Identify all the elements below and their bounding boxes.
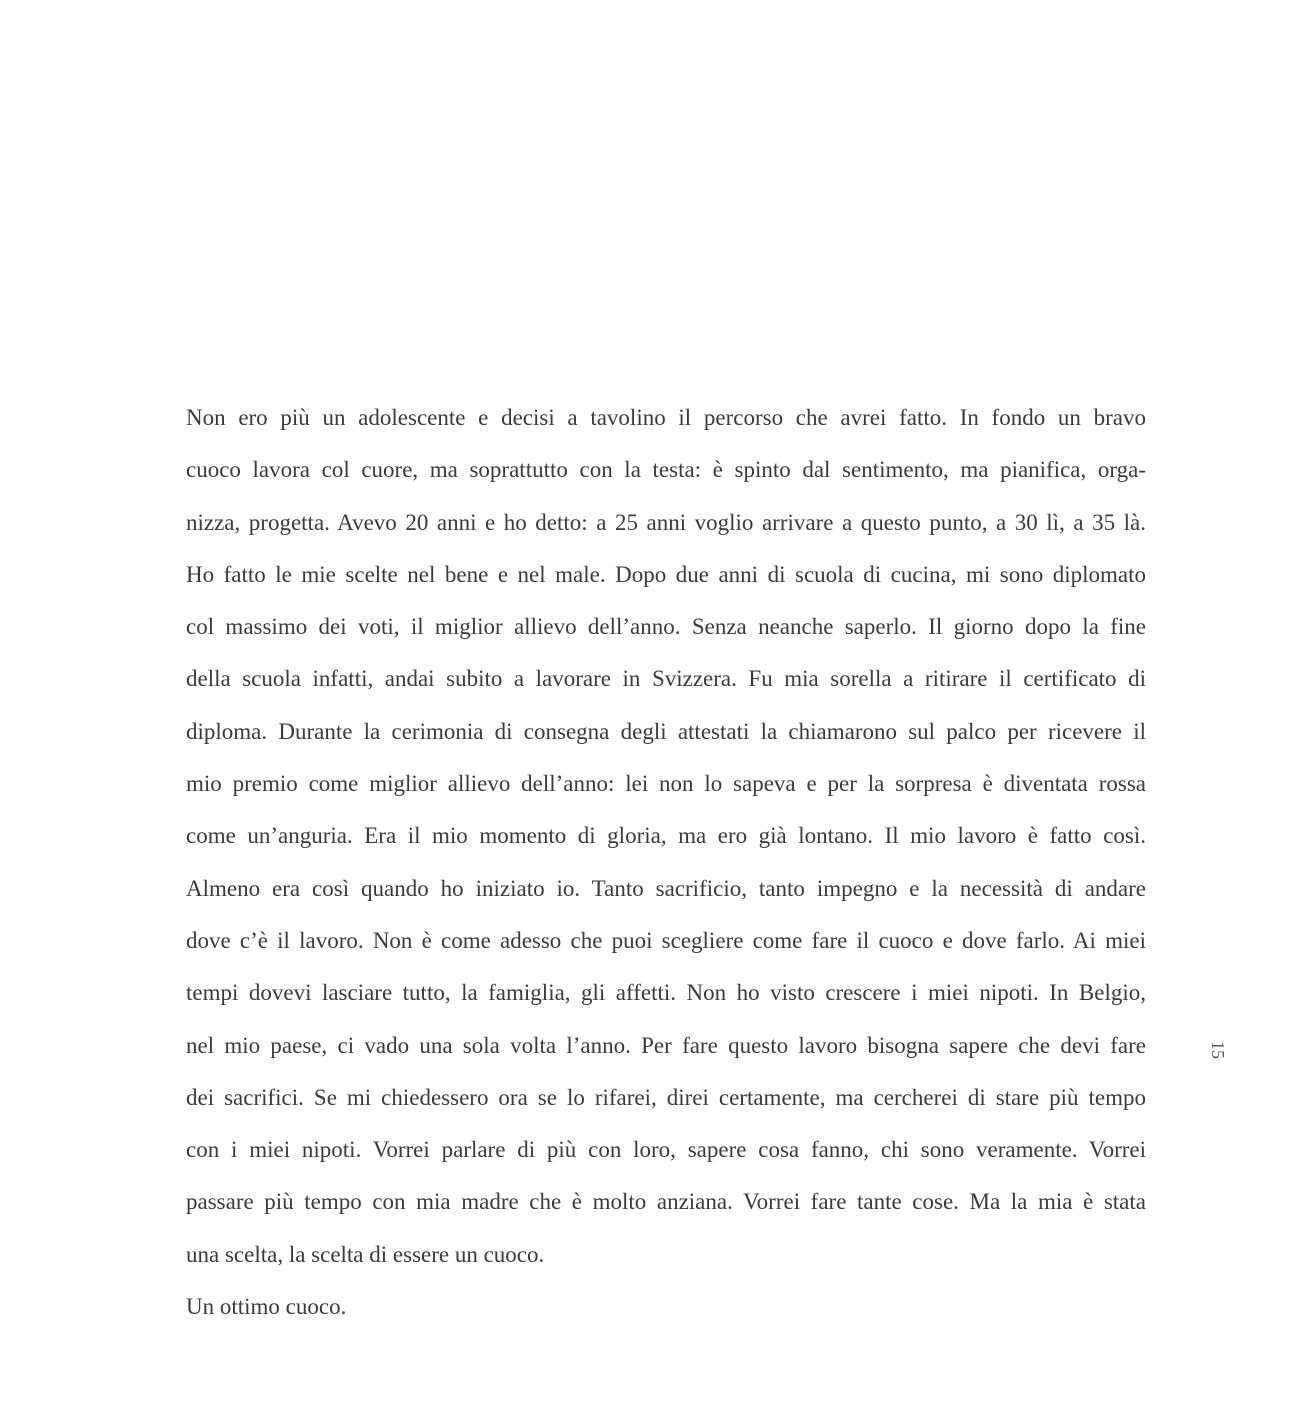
text-line: dei sacrifici. Se mi chiedessero ora se lo rifarei, direi certamente, ma cercherei di stare più tempo bbox=[186, 1084, 1146, 1110]
body-text bbox=[186, 392, 1146, 1333]
text-line: nel mio paese, ci vado una sola volta l’anno. Per fare questo lavoro bisogna sapere che devi fare bbox=[186, 1032, 1146, 1058]
text-line: nizza, progetta. Avevo 20 anni e ho detto: a 25 anni voglio arrivare a questo punto, a 30 lì, a 35 là. bbox=[186, 509, 1146, 535]
page-number: 15 bbox=[1208, 1041, 1228, 1059]
text-line: cuoco lavora col cuore, ma soprattutto con la testa: è spinto dal sentimento, ma pianifica, orga- bbox=[186, 457, 1146, 483]
text-line: con i miei nipoti. Vorrei parlare di più con loro, sapere cosa fanno, chi sono veramente. Vorrei bbox=[186, 1137, 1146, 1163]
text-line: una scelta, la scelta di essere un cuoco. bbox=[186, 1241, 545, 1267]
text-line: passare più tempo con mia madre che è molto anziana. Vorrei fare tante cose. Ma la mia è stata bbox=[186, 1189, 1146, 1215]
text-line: mio premio come miglior allievo dell’anno: lei non lo sapeva e per la sorpresa è diventata rossa bbox=[186, 771, 1146, 797]
text-line: Ho fatto le mie scelte nel bene e nel male. Dopo due anni di scuola di cucina, mi sono diplomato bbox=[186, 561, 1146, 587]
closing-line: Un ottimo cuoco. bbox=[186, 1294, 347, 1320]
text-line: della scuola infatti, andai subito a lavorare in Svizzera. Fu mia sorella a ritirare il certificato di bbox=[186, 666, 1146, 692]
text-line: dove c’è il lavoro. Non è come adesso che puoi scegliere come fare il cuoco e dove farlo. Ai miei bbox=[186, 927, 1146, 953]
text-line: diploma. Durante la cerimonia di consegna degli attestati la chiamarono sul palco per ricevere il bbox=[186, 718, 1146, 744]
text-line: Almeno era così quando ho iniziato io. Tanto sacrificio, tanto impegno e la necessità di andare bbox=[186, 875, 1146, 901]
text-line: tempi dovevi lasciare tutto, la famiglia, gli affetti. Non ho visto crescere i miei nipoti. In Belgio, bbox=[186, 980, 1146, 1006]
text-line: come un’anguria. Era il mio momento di gloria, ma ero già lontano. Il mio lavoro è fatto così. bbox=[186, 823, 1146, 849]
text-line: col massimo dei voti, il miglior allievo dell’anno. Senza neanche saperlo. Il giorno dopo la fine bbox=[186, 614, 1146, 640]
text-line: Non ero più un adolescente e decisi a tavolino il percorso che avrei fatto. In fondo un bravo bbox=[186, 405, 1146, 430]
